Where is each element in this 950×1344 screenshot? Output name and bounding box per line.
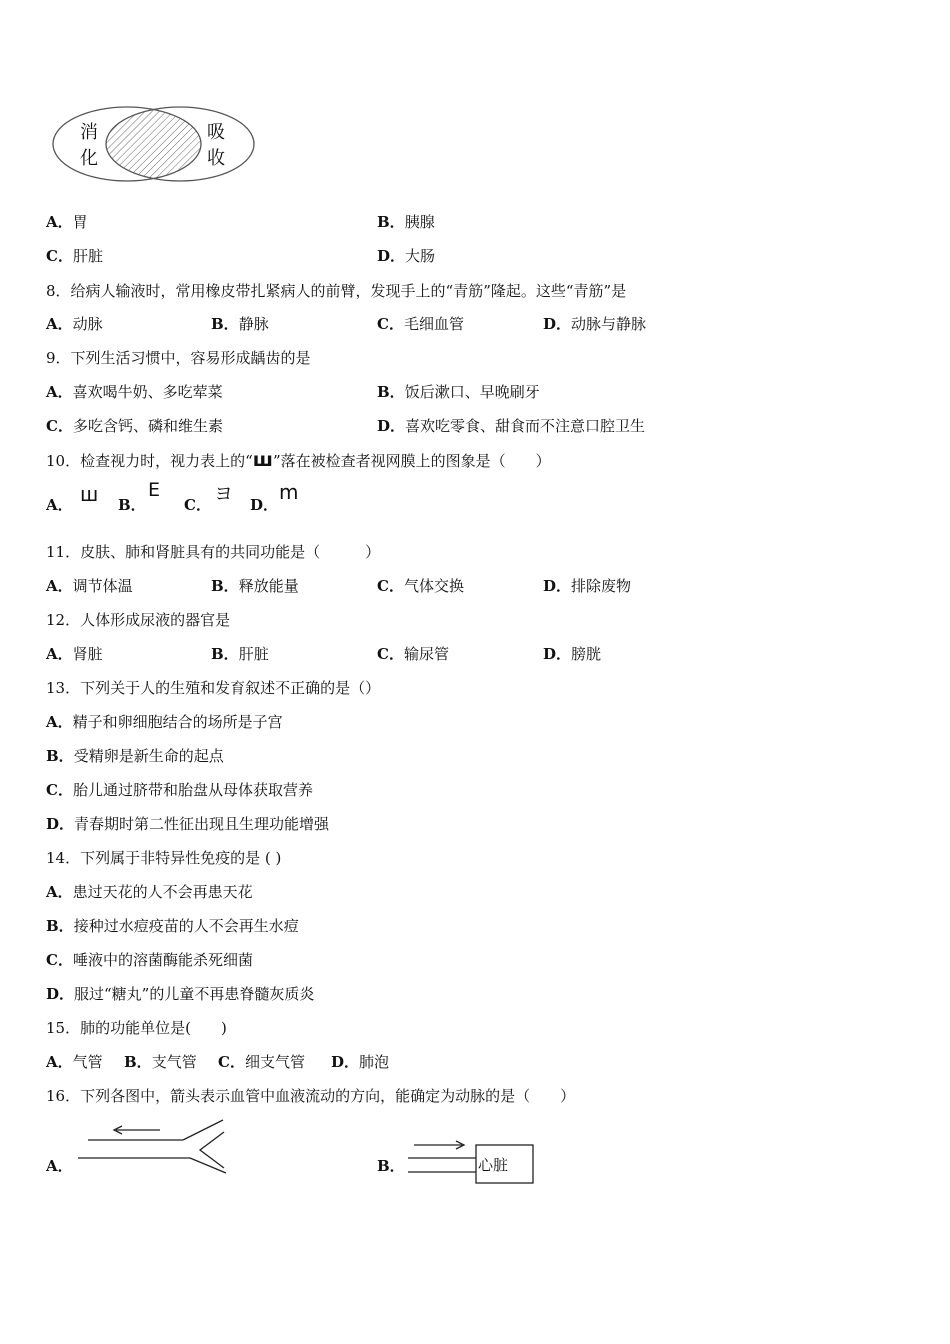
q10-glyph-a: ш — [80, 482, 99, 506]
q14-option-c[interactable]: C．唾液中的溶菌酶能杀死细菌 — [46, 951, 253, 969]
q10-glyph-b: E — [148, 479, 161, 501]
q14-option-b[interactable]: B．接种过水痘疫苗的人不会再生水痘 — [46, 917, 299, 935]
q15-option-d[interactable]: D．肺泡 — [331, 1053, 390, 1071]
q14-stem: 14．下列属于非特异性免疫的是 ( ) — [46, 849, 282, 867]
q13-option-d[interactable]: D．青春期时第二性征出现且生理功能增强 — [46, 815, 330, 833]
q15-stem: 15．肺的功能单位是( ) — [46, 1019, 227, 1037]
q10-option-c[interactable]: C． — [184, 496, 211, 514]
q13-option-c[interactable]: C．胎儿通过脐带和胎盘从母体获取营养 — [46, 781, 313, 799]
q14-option-a[interactable]: A．患过天花的人不会再患天花 — [46, 883, 253, 901]
q11-option-d[interactable]: D．排除废物 — [543, 577, 632, 595]
q11-stem: 11．皮肤、肺和肾脏具有的共同功能是（ ） — [46, 543, 381, 561]
q16-diagram-b — [408, 1136, 538, 1188]
venn-left-char-1: 消 — [80, 122, 98, 143]
q12-option-d[interactable]: D．膀胱 — [543, 645, 602, 663]
q15-option-c[interactable]: C．细支气管 — [218, 1053, 305, 1071]
venn-left-char-2: 化 — [80, 148, 98, 169]
q7-option-a[interactable]: A．胃 — [46, 213, 88, 231]
q15-option-b[interactable]: B．支气管 — [124, 1053, 197, 1071]
q7-option-d[interactable]: D．大肠 — [377, 247, 436, 265]
q11-option-c[interactable]: C．气体交换 — [377, 577, 464, 595]
q10-option-d[interactable]: D． — [250, 496, 279, 514]
q15-option-a[interactable]: A．气管 — [46, 1053, 103, 1071]
heart-box-label: 心脏 — [478, 1156, 509, 1174]
q9-option-b[interactable]: B．饭后漱口、早晚刷牙 — [377, 383, 540, 401]
q11-option-b[interactable]: B．释放能量 — [211, 577, 299, 595]
q9-option-a[interactable]: A．喜欢喝牛奶、多吃荤菜 — [46, 383, 223, 401]
q10-glyph-d: m — [279, 480, 299, 504]
q10-stem: 10．检查视力时，视力表上的“ш”落在被检查者视网膜上的图象是（ ） — [46, 449, 551, 471]
q13-option-b[interactable]: B．受精卵是新生命的起点 — [46, 747, 224, 765]
q14-option-d[interactable]: D．服过“糖丸”的儿童不再患脊髓灰质炎 — [46, 985, 315, 1003]
eye-chart-symbol: ш — [252, 449, 273, 471]
q12-option-b[interactable]: B．肝脏 — [211, 645, 269, 663]
q8-option-c[interactable]: C．毛细血管 — [377, 315, 464, 333]
q13-stem: 13．下列关于人的生殖和发育叙述不正确的是（） — [46, 679, 381, 697]
q9-stem: 9．下列生活习惯中，容易形成龋齿的是 — [46, 349, 311, 367]
q9-option-c[interactable]: C．多吃含钙、磷和维生素 — [46, 417, 223, 435]
q12-option-a[interactable]: A．肾脏 — [46, 645, 103, 663]
q16-option-a[interactable]: A． — [46, 1157, 73, 1175]
q16-diagram-a — [78, 1118, 230, 1188]
q10-glyph-c: ヨ — [214, 483, 234, 505]
q13-option-a[interactable]: A．精子和卵细胞结合的场所是子宫 — [46, 713, 283, 731]
q11-option-a[interactable]: A．调节体温 — [46, 577, 133, 595]
q16-stem: 16．下列各图中，箭头表示血管中血液流动的方向，能确定为动脉的是（ ） — [46, 1087, 576, 1105]
q8-option-b[interactable]: B．静脉 — [211, 315, 269, 333]
q16-option-b[interactable]: B． — [377, 1157, 405, 1175]
q9-option-d[interactable]: D．喜欢吃零食、甜食而不注意口腔卫生 — [377, 417, 646, 435]
q12-stem: 12．人体形成尿液的器官是 — [46, 611, 231, 629]
q8-option-a[interactable]: A．动脉 — [46, 315, 103, 333]
venn-right-char-2: 收 — [207, 148, 225, 169]
venn-right-char-1: 吸 — [207, 122, 225, 143]
q10-option-b[interactable]: B． — [118, 496, 146, 514]
q12-option-c[interactable]: C．输尿管 — [377, 645, 449, 663]
q8-option-d[interactable]: D．动脉与静脉 — [543, 315, 647, 333]
q7-option-b[interactable]: B．胰腺 — [377, 213, 435, 231]
q10-option-a[interactable]: A． — [46, 496, 73, 514]
q7-option-c[interactable]: C．肝脏 — [46, 247, 103, 265]
q8-stem: 8．给病人输液时，常用橡皮带扎紧病人的前臂，发现手上的“青筋”隆起。这些“青筋”是 — [46, 282, 627, 300]
